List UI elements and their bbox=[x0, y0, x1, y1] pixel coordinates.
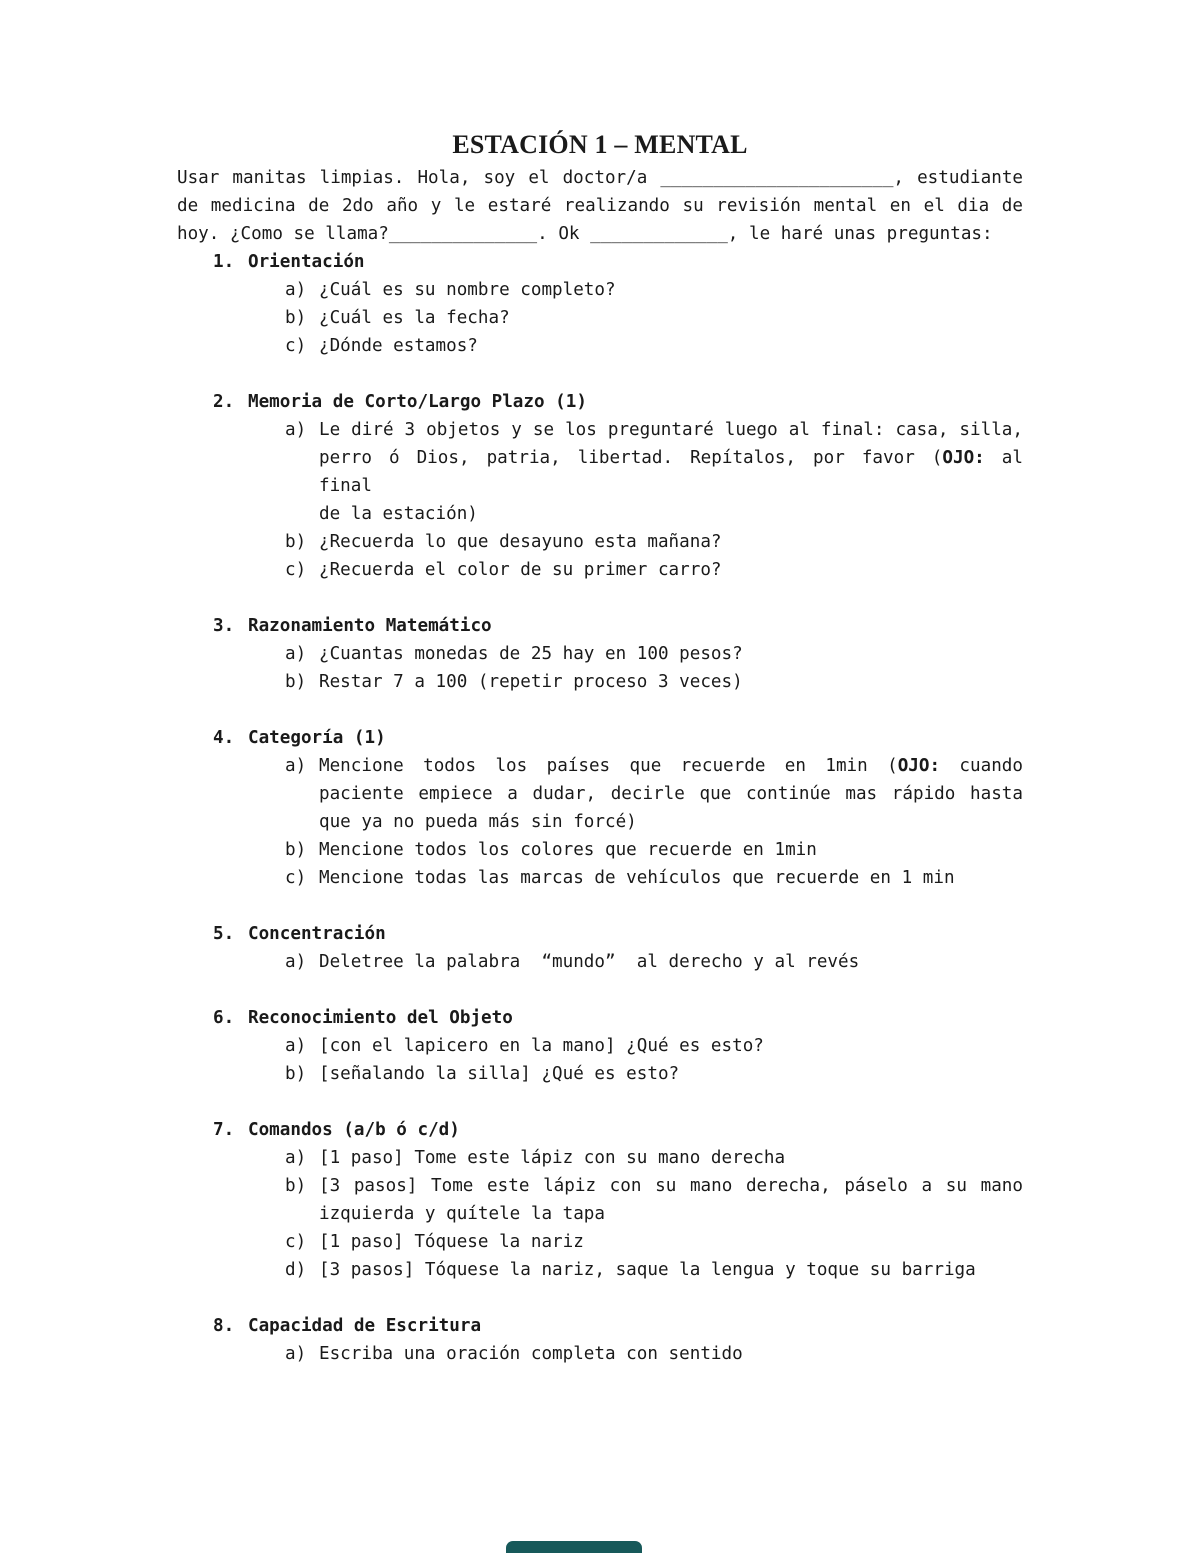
list-item bbox=[285, 752, 1023, 836]
item-letter: b) bbox=[285, 840, 307, 860]
page-title: ESTACIÓN 1 – MENTAL bbox=[452, 130, 748, 159]
item-text bbox=[319, 1060, 1023, 1088]
text-segment: Deletree la palabra “mundo” al derecho y al revés bbox=[319, 952, 860, 972]
text-line bbox=[319, 556, 1023, 584]
list-item bbox=[285, 1228, 1023, 1256]
section-heading bbox=[213, 388, 1023, 416]
item-letter: b) bbox=[285, 1176, 307, 1196]
section-heading bbox=[213, 920, 1023, 948]
text-segment: Mencione todas las marcas de vehículos que recuerde en 1 min bbox=[319, 868, 955, 888]
list-item bbox=[285, 1340, 1023, 1368]
text-segment: ¿Dónde estamos? bbox=[319, 336, 478, 356]
text-line bbox=[319, 444, 1034, 500]
text-line bbox=[319, 1228, 1023, 1256]
text-segment: paciente empiece a dudar, decirle que continúe mas rápido hasta bbox=[319, 784, 1023, 804]
item-text bbox=[319, 752, 1023, 836]
text-line bbox=[319, 752, 1023, 780]
text-segment: Le diré 3 objetos y se los preguntaré luego al final: casa, silla, bbox=[319, 420, 1023, 440]
item-letter: c) bbox=[285, 1232, 307, 1252]
section bbox=[0, 724, 1200, 892]
text-line bbox=[319, 1060, 1023, 1088]
section-heading-label: Memoria de Corto/Largo Plazo (1) bbox=[248, 392, 587, 412]
section-heading-label: Comandos (a/b ó c/d) bbox=[248, 1120, 460, 1140]
text-segment: al final bbox=[319, 448, 1034, 496]
item-letter: a) bbox=[285, 1344, 307, 1364]
section bbox=[0, 1312, 1200, 1368]
text-line bbox=[177, 192, 1023, 220]
item-letter: a) bbox=[285, 952, 307, 972]
text-segment: ¿Recuerda el color de su primer carro? bbox=[319, 560, 722, 580]
text-segment: ¿Cuantas monedas de 25 hay en 100 pesos? bbox=[319, 644, 743, 664]
list-item bbox=[285, 416, 1034, 528]
section-heading bbox=[213, 1312, 1023, 1340]
list-item bbox=[285, 304, 1023, 332]
item-text bbox=[319, 276, 1023, 304]
section-heading-label: Concentración bbox=[248, 924, 386, 944]
item-text bbox=[319, 416, 1034, 528]
section-number: 3. bbox=[213, 616, 235, 636]
item-text bbox=[319, 836, 1023, 864]
item-text bbox=[319, 1256, 1023, 1284]
list-item bbox=[285, 640, 1023, 668]
intro-paragraph bbox=[177, 164, 1023, 248]
section-number: 6. bbox=[213, 1008, 235, 1028]
text-line bbox=[319, 1340, 1023, 1368]
text-segment: [3 pasos] Tóquese la nariz, saque la lengua y toque su barriga bbox=[319, 1260, 976, 1280]
list-item bbox=[285, 276, 1023, 304]
text-segment: [3 pasos] Tome este lápiz con su mano derecha, páselo a su mano bbox=[319, 1176, 1023, 1196]
text-line bbox=[319, 808, 1023, 836]
item-letter: a) bbox=[285, 1036, 307, 1056]
numbered-section-list bbox=[0, 248, 1200, 1368]
text-line bbox=[319, 276, 1023, 304]
item-letter: c) bbox=[285, 868, 307, 888]
section bbox=[0, 612, 1200, 696]
text-line bbox=[319, 1256, 1023, 1284]
text-line bbox=[319, 304, 1023, 332]
text-segment: ¿Recuerda lo que desayuno esta mañana? bbox=[319, 532, 722, 552]
text-line bbox=[319, 836, 1023, 864]
list-item bbox=[285, 948, 1023, 976]
text-segment: Usar manitas limpias. Hola, soy el doctor/a ______________________, estudiante bbox=[177, 168, 1023, 188]
item-letter: b) bbox=[285, 308, 307, 328]
text-segment: Escriba una oración completa con sentido bbox=[319, 1344, 743, 1364]
text-line bbox=[319, 668, 1023, 696]
list-item bbox=[285, 528, 1023, 556]
text-segment: ¿Cuál es la fecha? bbox=[319, 308, 510, 328]
text-segment: cuando bbox=[940, 756, 1023, 776]
section-number: 4. bbox=[213, 728, 235, 748]
text-line bbox=[177, 164, 1023, 192]
text-line bbox=[319, 1144, 1023, 1172]
text-line bbox=[319, 640, 1023, 668]
list-item bbox=[285, 1144, 1023, 1172]
text-segment: de medicina de 2do año y le estaré realizando su revisión mental en el dia de bbox=[177, 196, 1023, 216]
text-segment: que ya no pueda más sin forcé) bbox=[319, 812, 637, 832]
next-page-edge-marker bbox=[506, 1541, 642, 1553]
item-letter: b) bbox=[285, 672, 307, 692]
section-number: 1. bbox=[213, 252, 235, 272]
text-line bbox=[319, 528, 1023, 556]
section bbox=[0, 388, 1200, 584]
bold-emphasis: OJO: bbox=[942, 448, 985, 468]
text-segment: izquierda y quítele la tapa bbox=[319, 1204, 605, 1224]
list-item bbox=[285, 836, 1023, 864]
text-segment: [1 paso] Tóquese la nariz bbox=[319, 1232, 584, 1252]
section-number: 8. bbox=[213, 1316, 235, 1336]
text-line bbox=[319, 500, 1023, 528]
item-text bbox=[319, 332, 1023, 360]
section-heading-label: Razonamiento Matemático bbox=[248, 616, 492, 636]
list-item bbox=[285, 332, 1023, 360]
section bbox=[0, 1004, 1200, 1088]
item-letter: a) bbox=[285, 1148, 307, 1168]
item-text bbox=[319, 528, 1023, 556]
item-text bbox=[319, 640, 1023, 668]
section-heading-label: Categoría (1) bbox=[248, 728, 386, 748]
section-heading bbox=[213, 248, 1023, 276]
text-line bbox=[319, 948, 1023, 976]
item-text bbox=[319, 1228, 1023, 1256]
section-number: 7. bbox=[213, 1120, 235, 1140]
text-segment: de la estación) bbox=[319, 504, 478, 524]
item-text bbox=[319, 556, 1023, 584]
text-line bbox=[177, 220, 1023, 248]
list-item bbox=[285, 556, 1023, 584]
item-text bbox=[319, 1172, 1023, 1228]
item-text bbox=[319, 304, 1023, 332]
section-heading bbox=[213, 1004, 1023, 1032]
section-heading-label: Capacidad de Escritura bbox=[248, 1316, 482, 1336]
text-segment: Mencione todos los colores que recuerde en 1min bbox=[319, 840, 817, 860]
text-line bbox=[319, 1032, 1023, 1060]
text-line bbox=[319, 780, 1023, 808]
section-number: 2. bbox=[213, 392, 235, 412]
section-heading bbox=[213, 612, 1023, 640]
text-line bbox=[319, 1200, 1023, 1228]
text-segment: Restar 7 a 100 (repetir proceso 3 veces) bbox=[319, 672, 743, 692]
item-text bbox=[319, 864, 1023, 892]
item-text bbox=[319, 1032, 1023, 1060]
section bbox=[0, 1116, 1200, 1284]
section-heading-label: Reconocimiento del Objeto bbox=[248, 1008, 513, 1028]
item-letter: d) bbox=[285, 1260, 307, 1280]
section-number: 5. bbox=[213, 924, 235, 944]
item-letter: a) bbox=[285, 756, 307, 776]
item-text bbox=[319, 1340, 1023, 1368]
text-segment: [con el lapicero en la mano] ¿Qué es esto? bbox=[319, 1036, 764, 1056]
list-item bbox=[285, 668, 1023, 696]
text-line bbox=[319, 864, 1023, 892]
item-text bbox=[319, 948, 1023, 976]
section-heading-label: Orientación bbox=[248, 252, 365, 272]
section-heading bbox=[213, 1116, 1023, 1144]
item-letter: c) bbox=[285, 560, 307, 580]
item-letter: a) bbox=[285, 644, 307, 664]
item-text bbox=[319, 1144, 1023, 1172]
text-line bbox=[319, 1172, 1023, 1200]
list-item bbox=[285, 1060, 1023, 1088]
text-segment: ¿Cuál es su nombre completo? bbox=[319, 280, 616, 300]
item-letter: a) bbox=[285, 420, 307, 440]
text-line bbox=[319, 416, 1023, 444]
section bbox=[0, 248, 1200, 360]
text-segment: Mencione todos los países que recuerde en 1min ( bbox=[319, 756, 898, 776]
item-letter: a) bbox=[285, 280, 307, 300]
item-letter: c) bbox=[285, 336, 307, 356]
text-segment: [señalando la silla] ¿Qué es esto? bbox=[319, 1064, 680, 1084]
bold-emphasis: OJO: bbox=[897, 756, 941, 776]
section-heading bbox=[213, 724, 1023, 752]
section bbox=[0, 920, 1200, 976]
list-item bbox=[285, 864, 1023, 892]
text-segment: [1 paso] Tome este lápiz con su mano derecha bbox=[319, 1148, 786, 1168]
list-item bbox=[285, 1172, 1023, 1228]
text-segment: hoy. ¿Como se llama?______________. Ok _____________, le haré unas preguntas: bbox=[177, 224, 993, 244]
item-text bbox=[319, 668, 1023, 696]
text-line bbox=[319, 332, 1023, 360]
text-segment: perro ó Dios, patria, libertad. Repítalos, por favor ( bbox=[319, 448, 943, 468]
item-letter: b) bbox=[285, 1064, 307, 1084]
item-letter: b) bbox=[285, 532, 307, 552]
list-item bbox=[285, 1256, 1023, 1284]
list-item bbox=[285, 1032, 1023, 1060]
